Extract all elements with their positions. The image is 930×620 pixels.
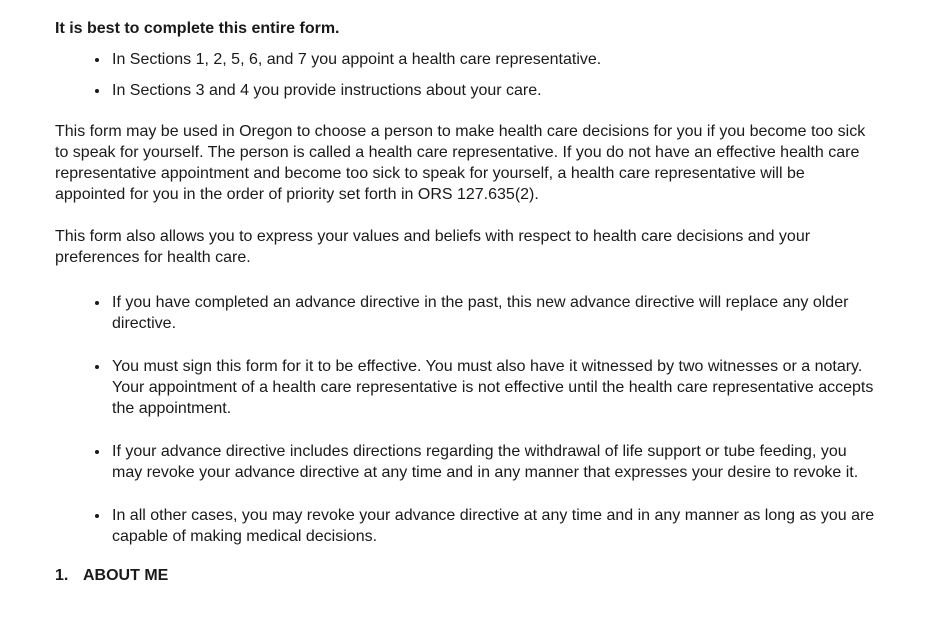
intro-heading: It is best to complete this entire form. [55,20,340,37]
paragraph-form-usage: This form may be used in Oregon to choose a person to make health care decisions for you if you become too sick to speak for yourself. The person is called a health care representative. If you do not have an effective health care representative appointment and become too sick to speak for yourself, a health care representative will be appointed for you in the order of priority set forth in ORS 127.635(2). [55,123,866,203]
info-bullet-item: • If your advance directive includes directions regarding the withdrawal of life support or tube feeding, you may revoke your advance directive at any time and in any manner that expresses your desire to revoke it. [110,441,875,483]
info-bullet-item: • You must sign this form for it to be effective. You must also have it witnessed by two witnesses or a notary. Your appointment of a health care representative is not effective until the health care representative accepts the appointment. [110,356,875,419]
info-bullet-item: • In all other cases, you may revoke your advance directive at any time and in any manner as long as you are capable of making medical decisions. [110,505,875,547]
intro-bullet-item: • In Sections 3 and 4 you provide instructions about your care. [110,80,875,101]
section-heading-about-me [55,565,875,586]
info-bullet-item: • If you have completed an advance directive in the past, this new advance directive will replace any older directive. [110,292,875,334]
intro-bullet-item: • In Sections 1, 2, 5, 6, and 7 you appoint a health care representative. [110,49,875,70]
section-number: 1. [55,567,69,584]
section-title: ABOUT ME [83,567,169,584]
paragraph-values-beliefs: This form also allows you to express your values and beliefs with respect to health care decisions and your preferences for health care. [55,228,811,266]
info-bullet-list [55,292,875,547]
intro-bullet-list [55,49,875,101]
